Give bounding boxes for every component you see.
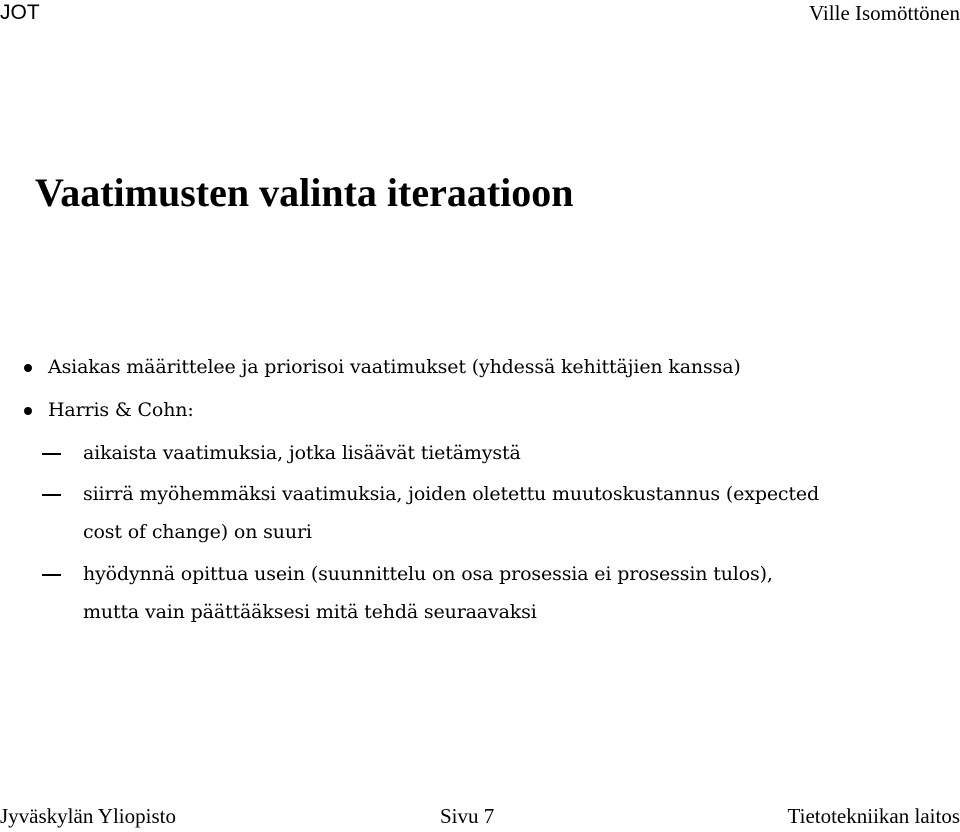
sub-bullet-text: aikaista vaatimuksia, jotka lisäävät tietämystä — [83, 442, 521, 464]
bullet-dot-icon — [24, 407, 32, 415]
header-course: JOT — [0, 1, 40, 24]
footer-department: Tietotekniikan laitos — [787, 804, 960, 828]
sub-bullet-text-line: hyödynnä opittua usein (suunnittelu on osa prosessia ei prosessin tulos), — [83, 563, 773, 585]
bullet-text: Harris & Cohn: — [48, 399, 194, 421]
dash-icon — [42, 453, 61, 455]
bullet-list — [0, 347, 960, 634]
sub-bullet-text-line: cost of change) on suuri — [83, 521, 312, 543]
slide-title: Vaatimusten valinta iteraatioon — [35, 170, 574, 215]
bullet-dot-icon — [24, 364, 32, 372]
dash-icon — [42, 494, 61, 496]
sub-bullet-item — [0, 433, 960, 474]
sub-bullet-item — [0, 554, 960, 634]
bullet-text: Asiakas määrittelee ja priorisoi vaatimukset (yhdessä kehittäjien kanssa) — [48, 356, 741, 378]
dash-icon — [42, 574, 61, 576]
footer-university: Jyväskylän Yliopisto — [0, 804, 176, 828]
sub-bullet-text-line: mutta vain päättääksesi mitä tehdä seuraavaksi — [83, 601, 537, 623]
bullet-item — [0, 390, 960, 433]
footer-page-number: Sivu 7 — [440, 804, 495, 828]
header-author: Ville Isomöttönen — [809, 1, 960, 25]
bullet-item — [0, 347, 960, 390]
sub-bullet-item — [0, 474, 960, 554]
sub-bullet-text-line: siirrä myöhemmäksi vaatimuksia, joiden oletettu muutoskustannus (expected — [83, 483, 820, 505]
